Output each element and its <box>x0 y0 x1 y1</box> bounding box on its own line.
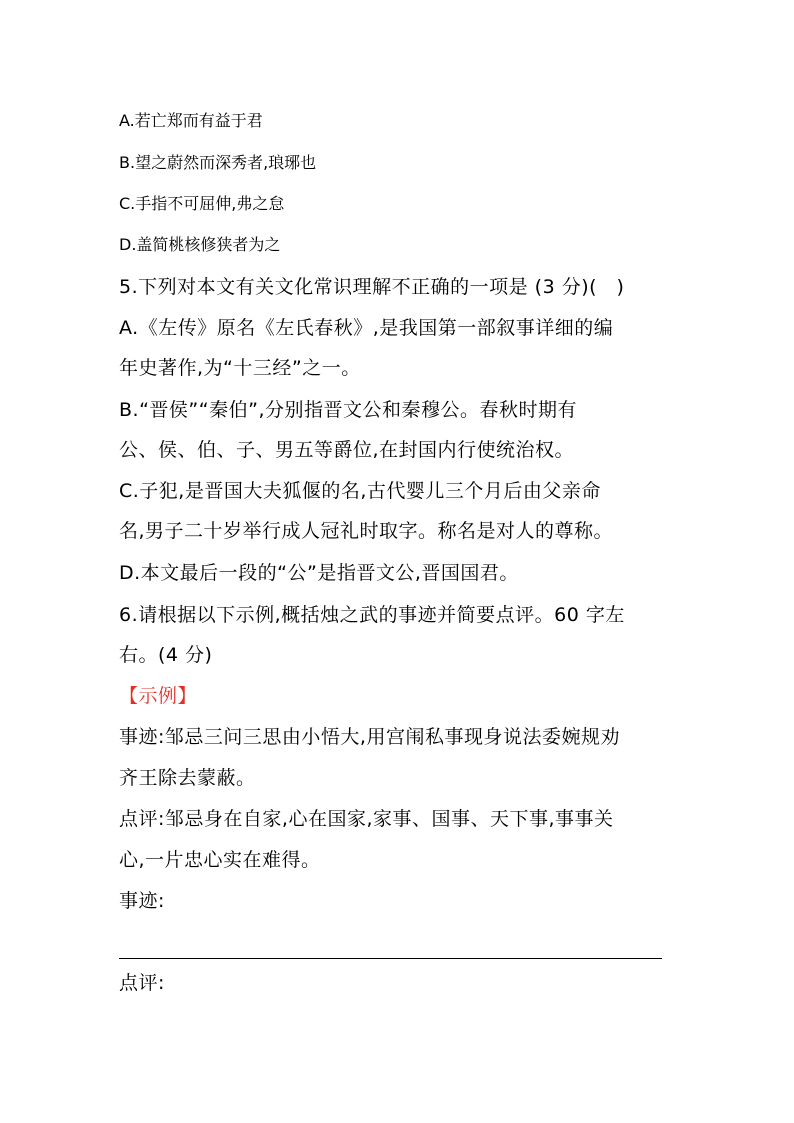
q5-option-b-line2: 公、侯、伯、子、男五等爵位,在封国内行使统治权。 <box>119 439 575 461</box>
option-b: B.望之蔚然而深秀者,琅琊也 <box>119 153 317 172</box>
deeds-label: 事迹: <box>119 890 165 912</box>
example-tag: 【示例】 <box>119 685 198 707</box>
q5-option-a-line1: A.《左传》原名《左氏春秋》,是我国第一部叙事详细的编 <box>119 317 614 339</box>
example-comment-line1: 点评:邹忌身在自家,心在国家,家事、国事、天下事,事事关 <box>119 808 614 830</box>
comment-label: 点评: <box>119 972 165 994</box>
option-d: D.盖简桃核修狭者为之 <box>119 235 281 254</box>
option-a: A.若亡郑而有益于君 <box>119 111 263 130</box>
answer-blank-line[interactable] <box>119 958 662 959</box>
question-6-stem-line2: 右。(4 分) <box>119 644 213 666</box>
option-c: C.手指不可屈伸,弗之怠 <box>119 194 285 213</box>
question-5-stem: 5.下列对本文有关文化常识理解不正确的一项是 (3 分)( ) <box>119 276 625 298</box>
q5-option-c-line2: 名,男子二十岁举行成人冠礼时取字。称名是对人的尊称。 <box>119 520 614 542</box>
q5-option-a-line2: 年史著作,为“十三经”之一。 <box>119 357 361 379</box>
q5-option-c-line1: C.子犯,是晋国大夫狐偃的名,古代婴儿三个月后由父亲命 <box>119 480 601 502</box>
question-6-stem-line1: 6.请根据以下示例,概括烛之武的事迹并简要点评。60 字左 <box>119 604 625 626</box>
example-deeds-line1: 事迹:邹忌三问三思由小悟大,用宫闱私事现身说法委婉规劝 <box>119 726 620 748</box>
example-deeds-line2: 齐王除去蒙蔽。 <box>119 767 256 789</box>
q5-option-d: D.本文最后一段的“公”是指晋文公,晋国国君。 <box>119 562 519 584</box>
q5-option-b-line1: B.“晋侯”“秦伯”,分别指晋文公和秦穆公。春秋时期有 <box>119 399 577 421</box>
example-comment-line2: 心,一片忠心实在难得。 <box>119 849 321 871</box>
